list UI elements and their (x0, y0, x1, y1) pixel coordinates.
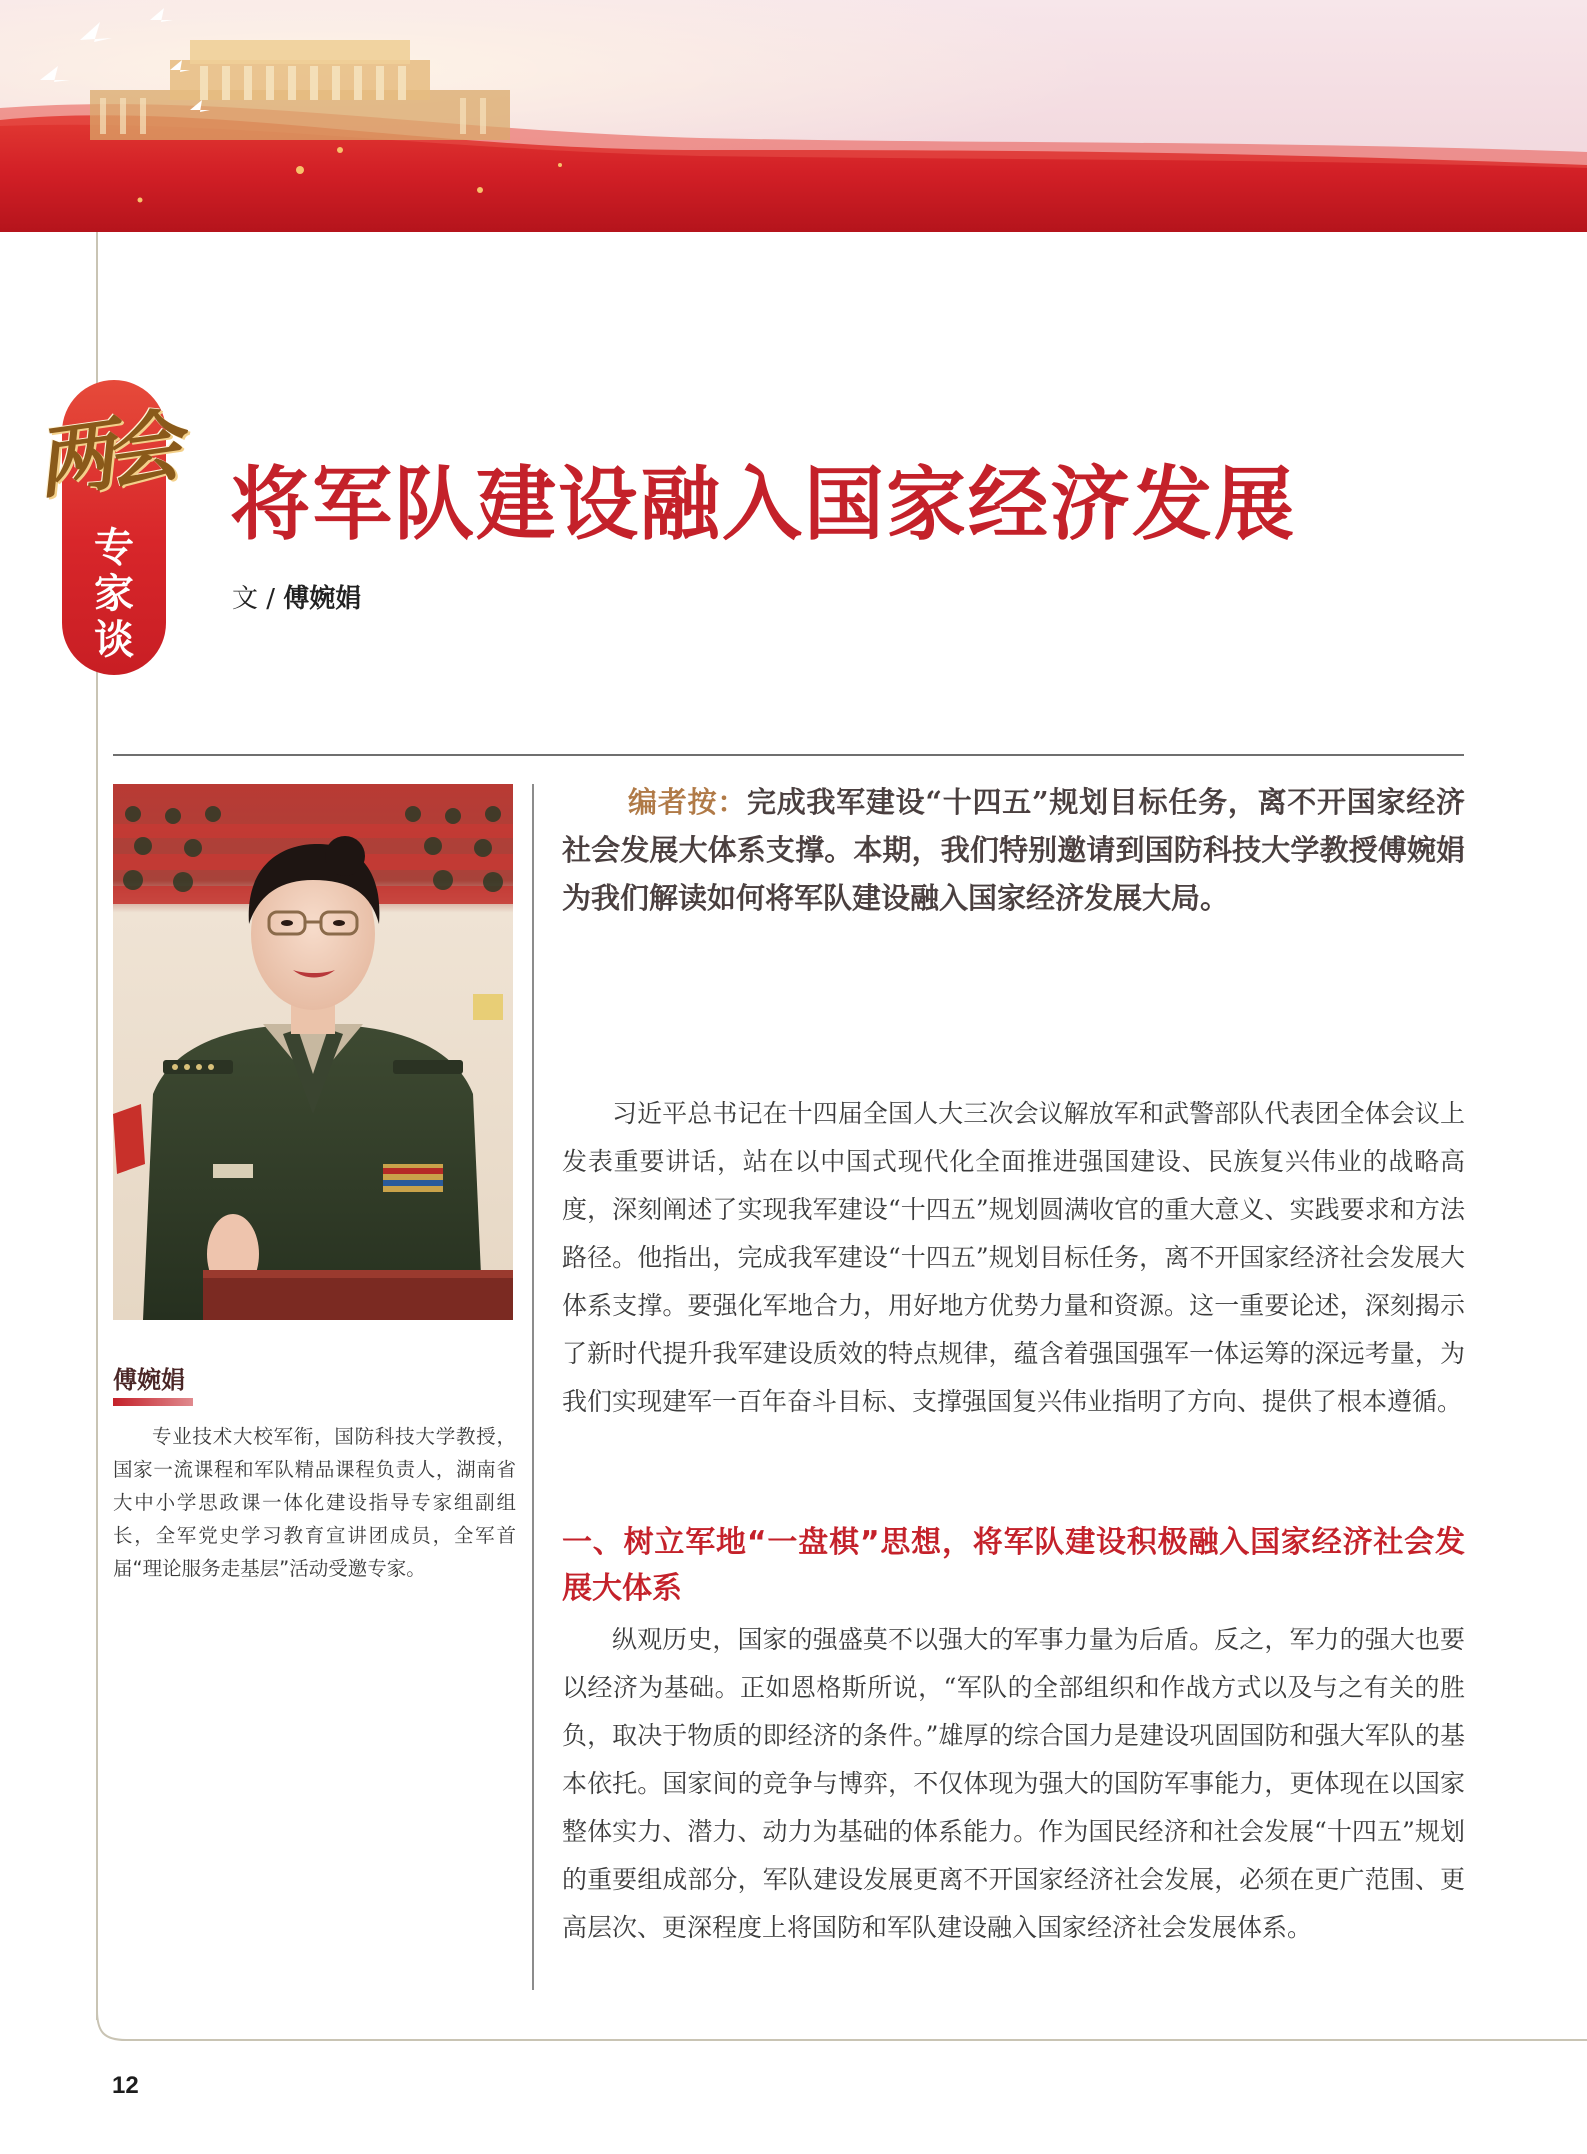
section-paragraph: 纵观历史，国家的强盛莫不以强大的军事力量为后盾。反之，军力的强大也要以经济为基础。正如恩格斯所说，“军队的全部组织和作战方式以及与之有关的胜负，取决于物质的即经济的条件。”雄厚的综合国力是建设巩固国防和强大军队的基本依托。国家间的竞争与博弈，不仅体现为强大的国防军事能力，更体现在以国家整体实力、潜力、动力为基础的体系能力。作为国民经济和社会发展“十四五”规划的重要组成部分，军队建设发展更离不开国家经济社会发展，必须在更广范围、更高层次、更深程度上将国防和军队建设融入国家经济社会发展体系。 (562, 1625, 1465, 1942)
profile-name: 傅婉娟 (113, 1366, 185, 1394)
editor-note-label: 编者按： (628, 785, 747, 819)
byline (232, 578, 361, 615)
editor-note-indent (562, 785, 628, 819)
byline-author: 傅婉娟 (283, 584, 362, 614)
column-divider (532, 784, 534, 1990)
page-frame-bottom (96, 2010, 1587, 2050)
page-number: 12 (112, 2072, 139, 2099)
article-title: 将军队建设融入国家经济发展 (230, 458, 1296, 551)
badge-script-title: 两会 (30, 401, 178, 511)
top-banner (0, 0, 1587, 232)
intro-paragraph: 习近平总书记在十四届全国人大三次会议解放军和武警部队代表团全体会议上发表重要讲话，站在以中国式现代化全面推进强国建设、民族复兴伟业的战略高度，深刻阐述了实现我军建设“十四五”规划圆满收官的重大意义、实践要求和方法路径。他指出，完成我军建设“十四五”规划目标任务，离不开国家经济社会发展大体系支撑。要强化军地合力，用好地方优势力量和资源。这一重要论述，深刻揭示了新时代提升我军建设质效的特点规律，蕴含着强国强军一体运筹的深远考量，为我们实现建军一百年奋斗目标、支撑强国复兴伟业指明了方向、提供了根本遵循。 (562, 1099, 1465, 1416)
dove-icons (0, 0, 260, 140)
editor-note-text: 完成我军建设“十四五”规划目标任务，离不开国家经济社会发展大体系支撑。本期，我们特别邀请到国防科技大学教授傅婉娟为我们解读如何将军队建设融入国家经济发展大局。 (562, 785, 1465, 915)
badge-vertical-label (62, 525, 166, 663)
column-badge (28, 380, 218, 680)
portrait-illustration (113, 784, 513, 1320)
author-portrait (113, 784, 513, 1320)
editor-note (562, 778, 1465, 922)
header-divider (113, 754, 1464, 756)
badge-char: 专 (94, 525, 134, 571)
profile-bio: 专业技术大校军衔，国防科技大学教授，国家一流课程和军队精品课程负责人，湖南省大中小学思政课一体化建设指导专家组副组长，全军党史学习教育宣讲团成员，全军首届“理论服务走基层”活动受邀专家。 (113, 1425, 516, 1580)
badge-char: 谈 (94, 617, 134, 663)
profile-name-underline (113, 1398, 193, 1406)
byline-prefix: 文 / (232, 584, 284, 614)
badge-char: 家 (94, 571, 134, 617)
section-heading: 一、树立军地“一盘棋”思想，将军队建设积极融入国家经济社会发展大体系 (562, 1525, 1465, 1606)
